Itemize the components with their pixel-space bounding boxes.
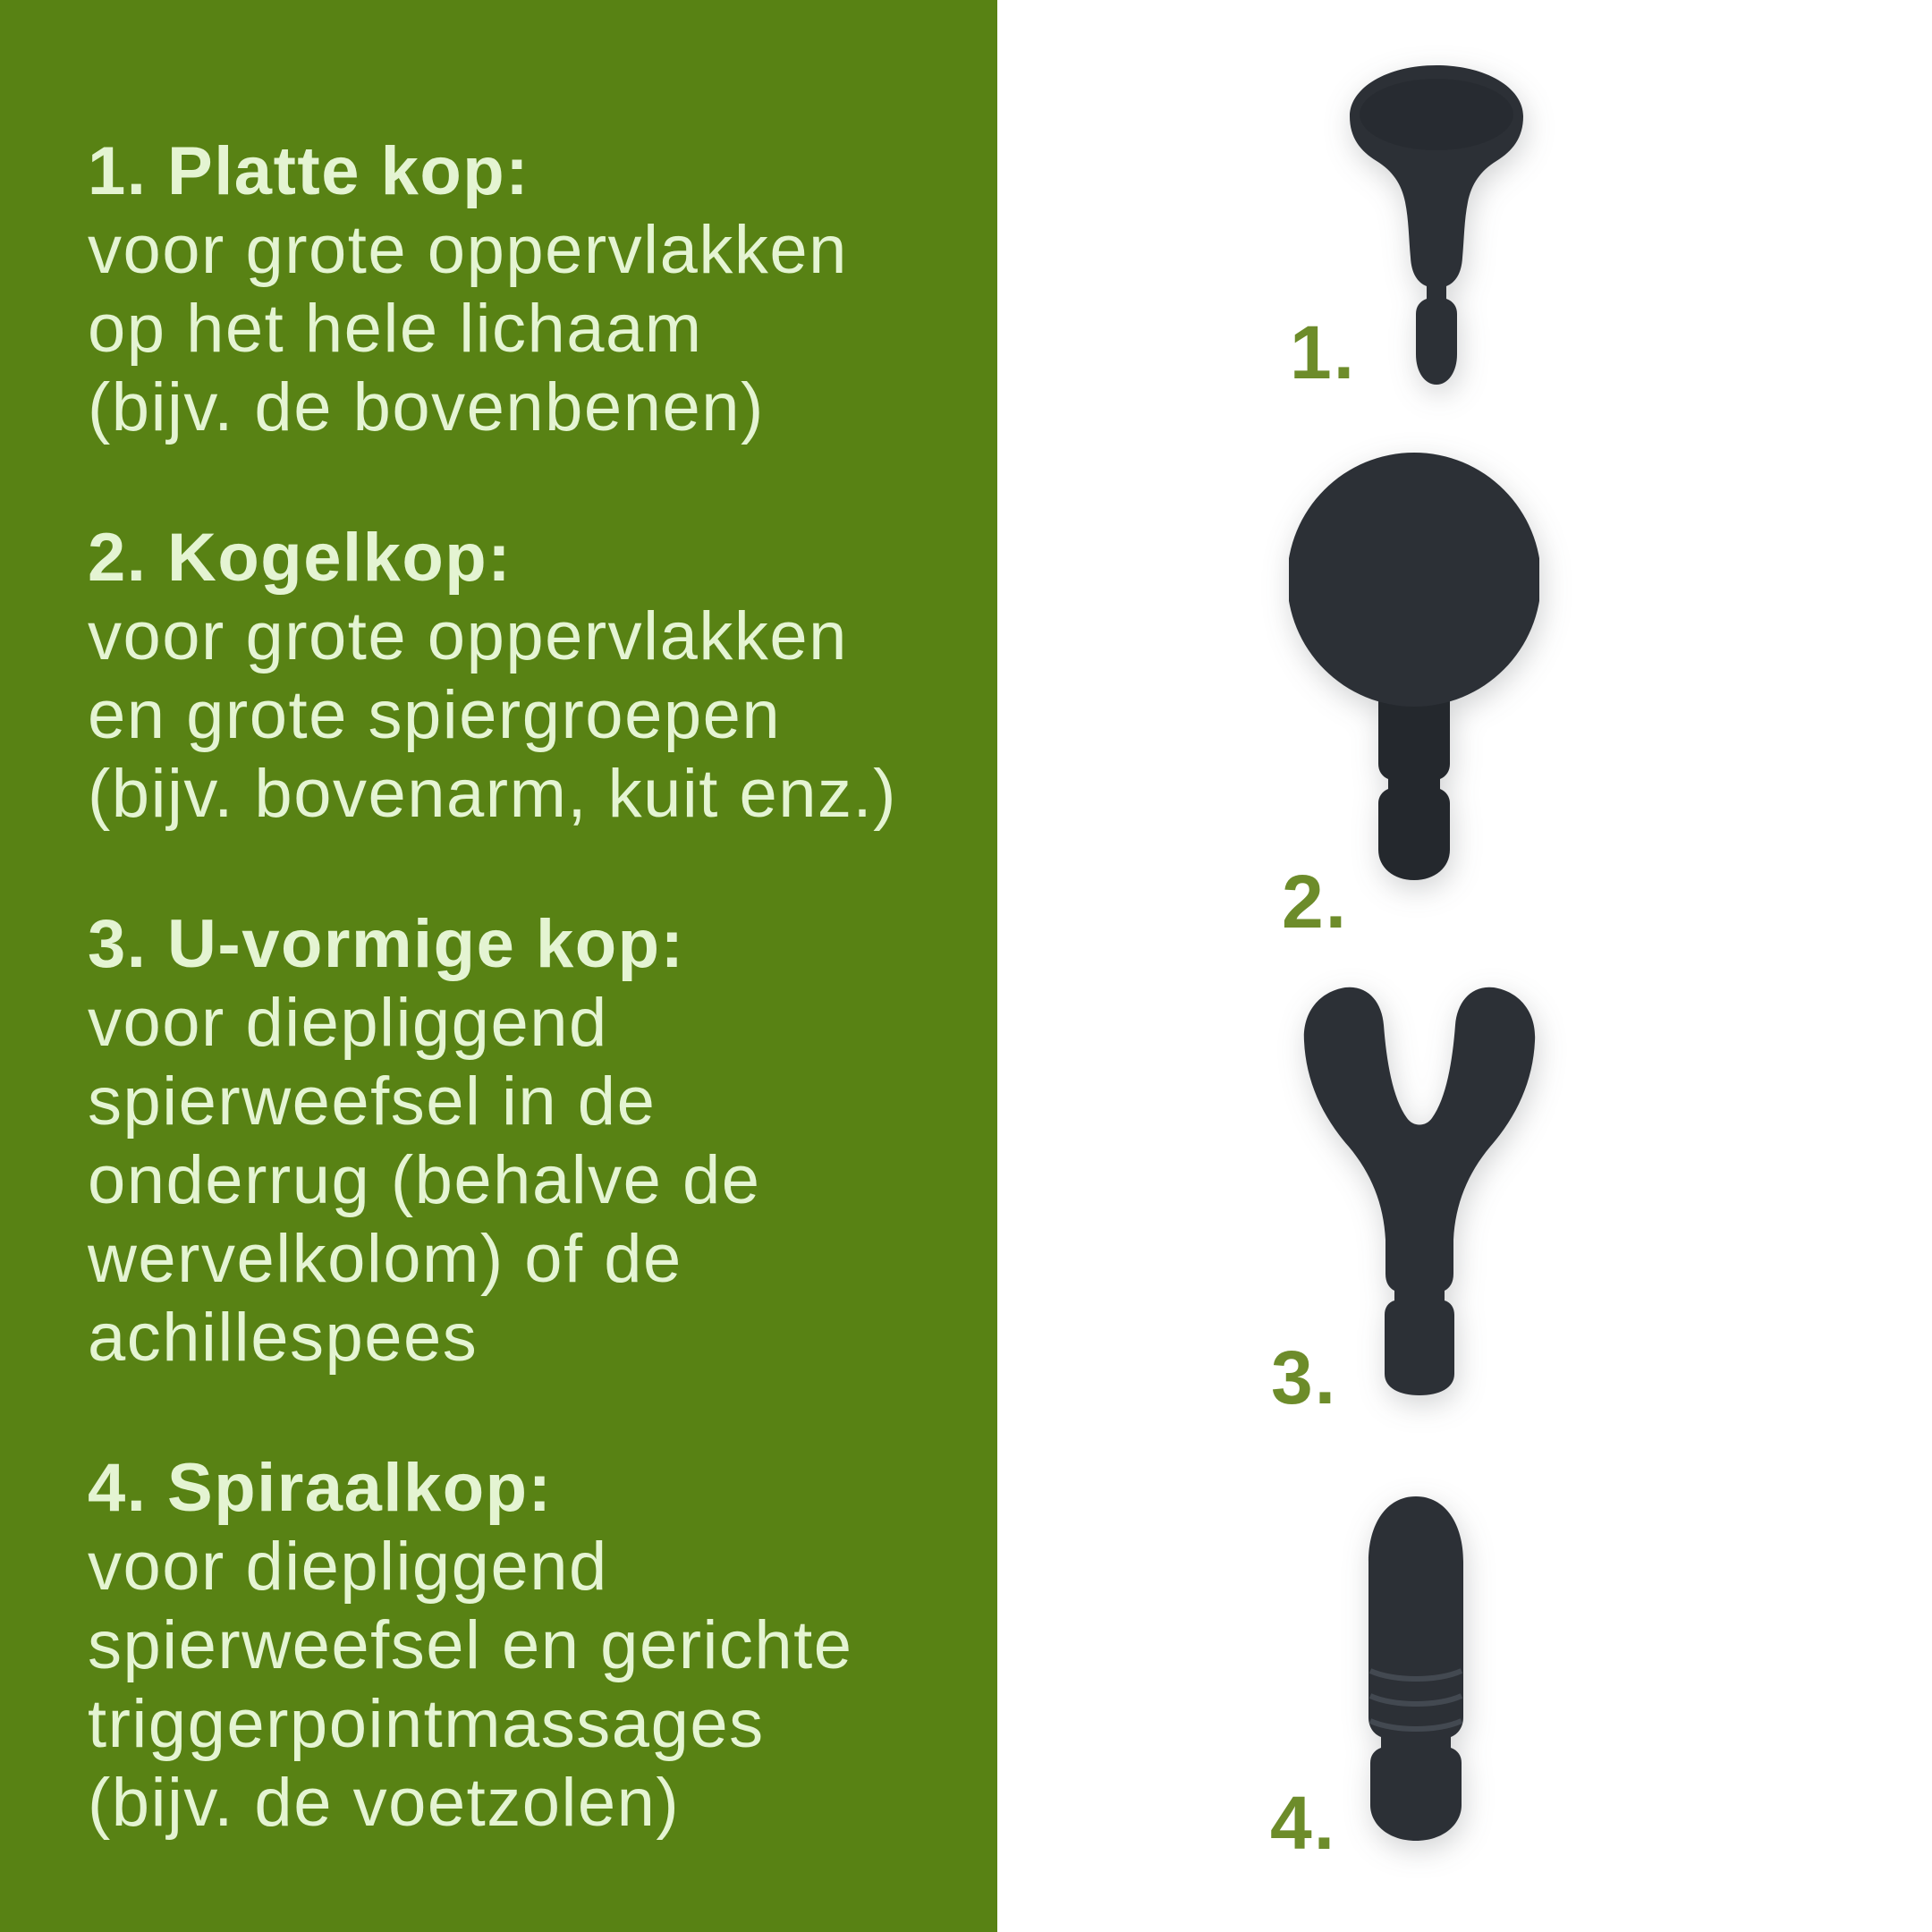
- section-spiraalkop: [88, 1449, 979, 1843]
- section-line: (bijv. bovenarm, kuit enz.): [88, 756, 897, 832]
- section-line: spierweefsel en gerichte: [88, 1607, 853, 1683]
- platte-kop-head-image: [1337, 59, 1536, 392]
- section-line: voor grote oppervlakken: [88, 212, 848, 288]
- section-line: (bijv. de voetzolen): [88, 1765, 681, 1841]
- kogelkop-head-image: [1289, 449, 1539, 887]
- section-heading: 1. Platte kop:: [88, 133, 530, 209]
- section-line: spierweefsel in de: [88, 1063, 657, 1140]
- spiraalkop-head-image: [1358, 1492, 1474, 1846]
- attachment-descriptions: [88, 132, 979, 1914]
- section-line: (bijv. de bovenbenen): [88, 369, 765, 445]
- section-kogelkop: [88, 519, 979, 834]
- section-line: triggerpointmassages: [88, 1686, 765, 1762]
- section-line: achillespees: [88, 1300, 479, 1376]
- section-platte-kop: [88, 132, 979, 447]
- attachment-number: 3.: [1271, 1335, 1338, 1419]
- section-line: en grote spiergroepen: [88, 677, 782, 753]
- section-line: voor diepliggend: [88, 1529, 608, 1605]
- section-heading: 3. U-vormige kop:: [88, 906, 685, 982]
- attachment-number: 2.: [1282, 860, 1349, 944]
- section-line: onderrug (behalve de: [88, 1142, 761, 1218]
- section-heading: 2. Kogelkop:: [88, 520, 513, 596]
- attachment-number: 1.: [1290, 310, 1357, 394]
- section-line: op het hele lichaam: [88, 291, 703, 367]
- section-heading: 4. Spiraalkop:: [88, 1450, 553, 1526]
- section-line: voor diepliggend: [88, 985, 608, 1061]
- attachment-gallery: [997, 0, 1932, 1932]
- section-u-vormige-kop: [88, 905, 979, 1377]
- section-line: voor grote oppervlakken: [88, 598, 848, 674]
- attachment-number: 4.: [1270, 1781, 1337, 1865]
- section-line: wervelkolom) of de: [88, 1221, 682, 1297]
